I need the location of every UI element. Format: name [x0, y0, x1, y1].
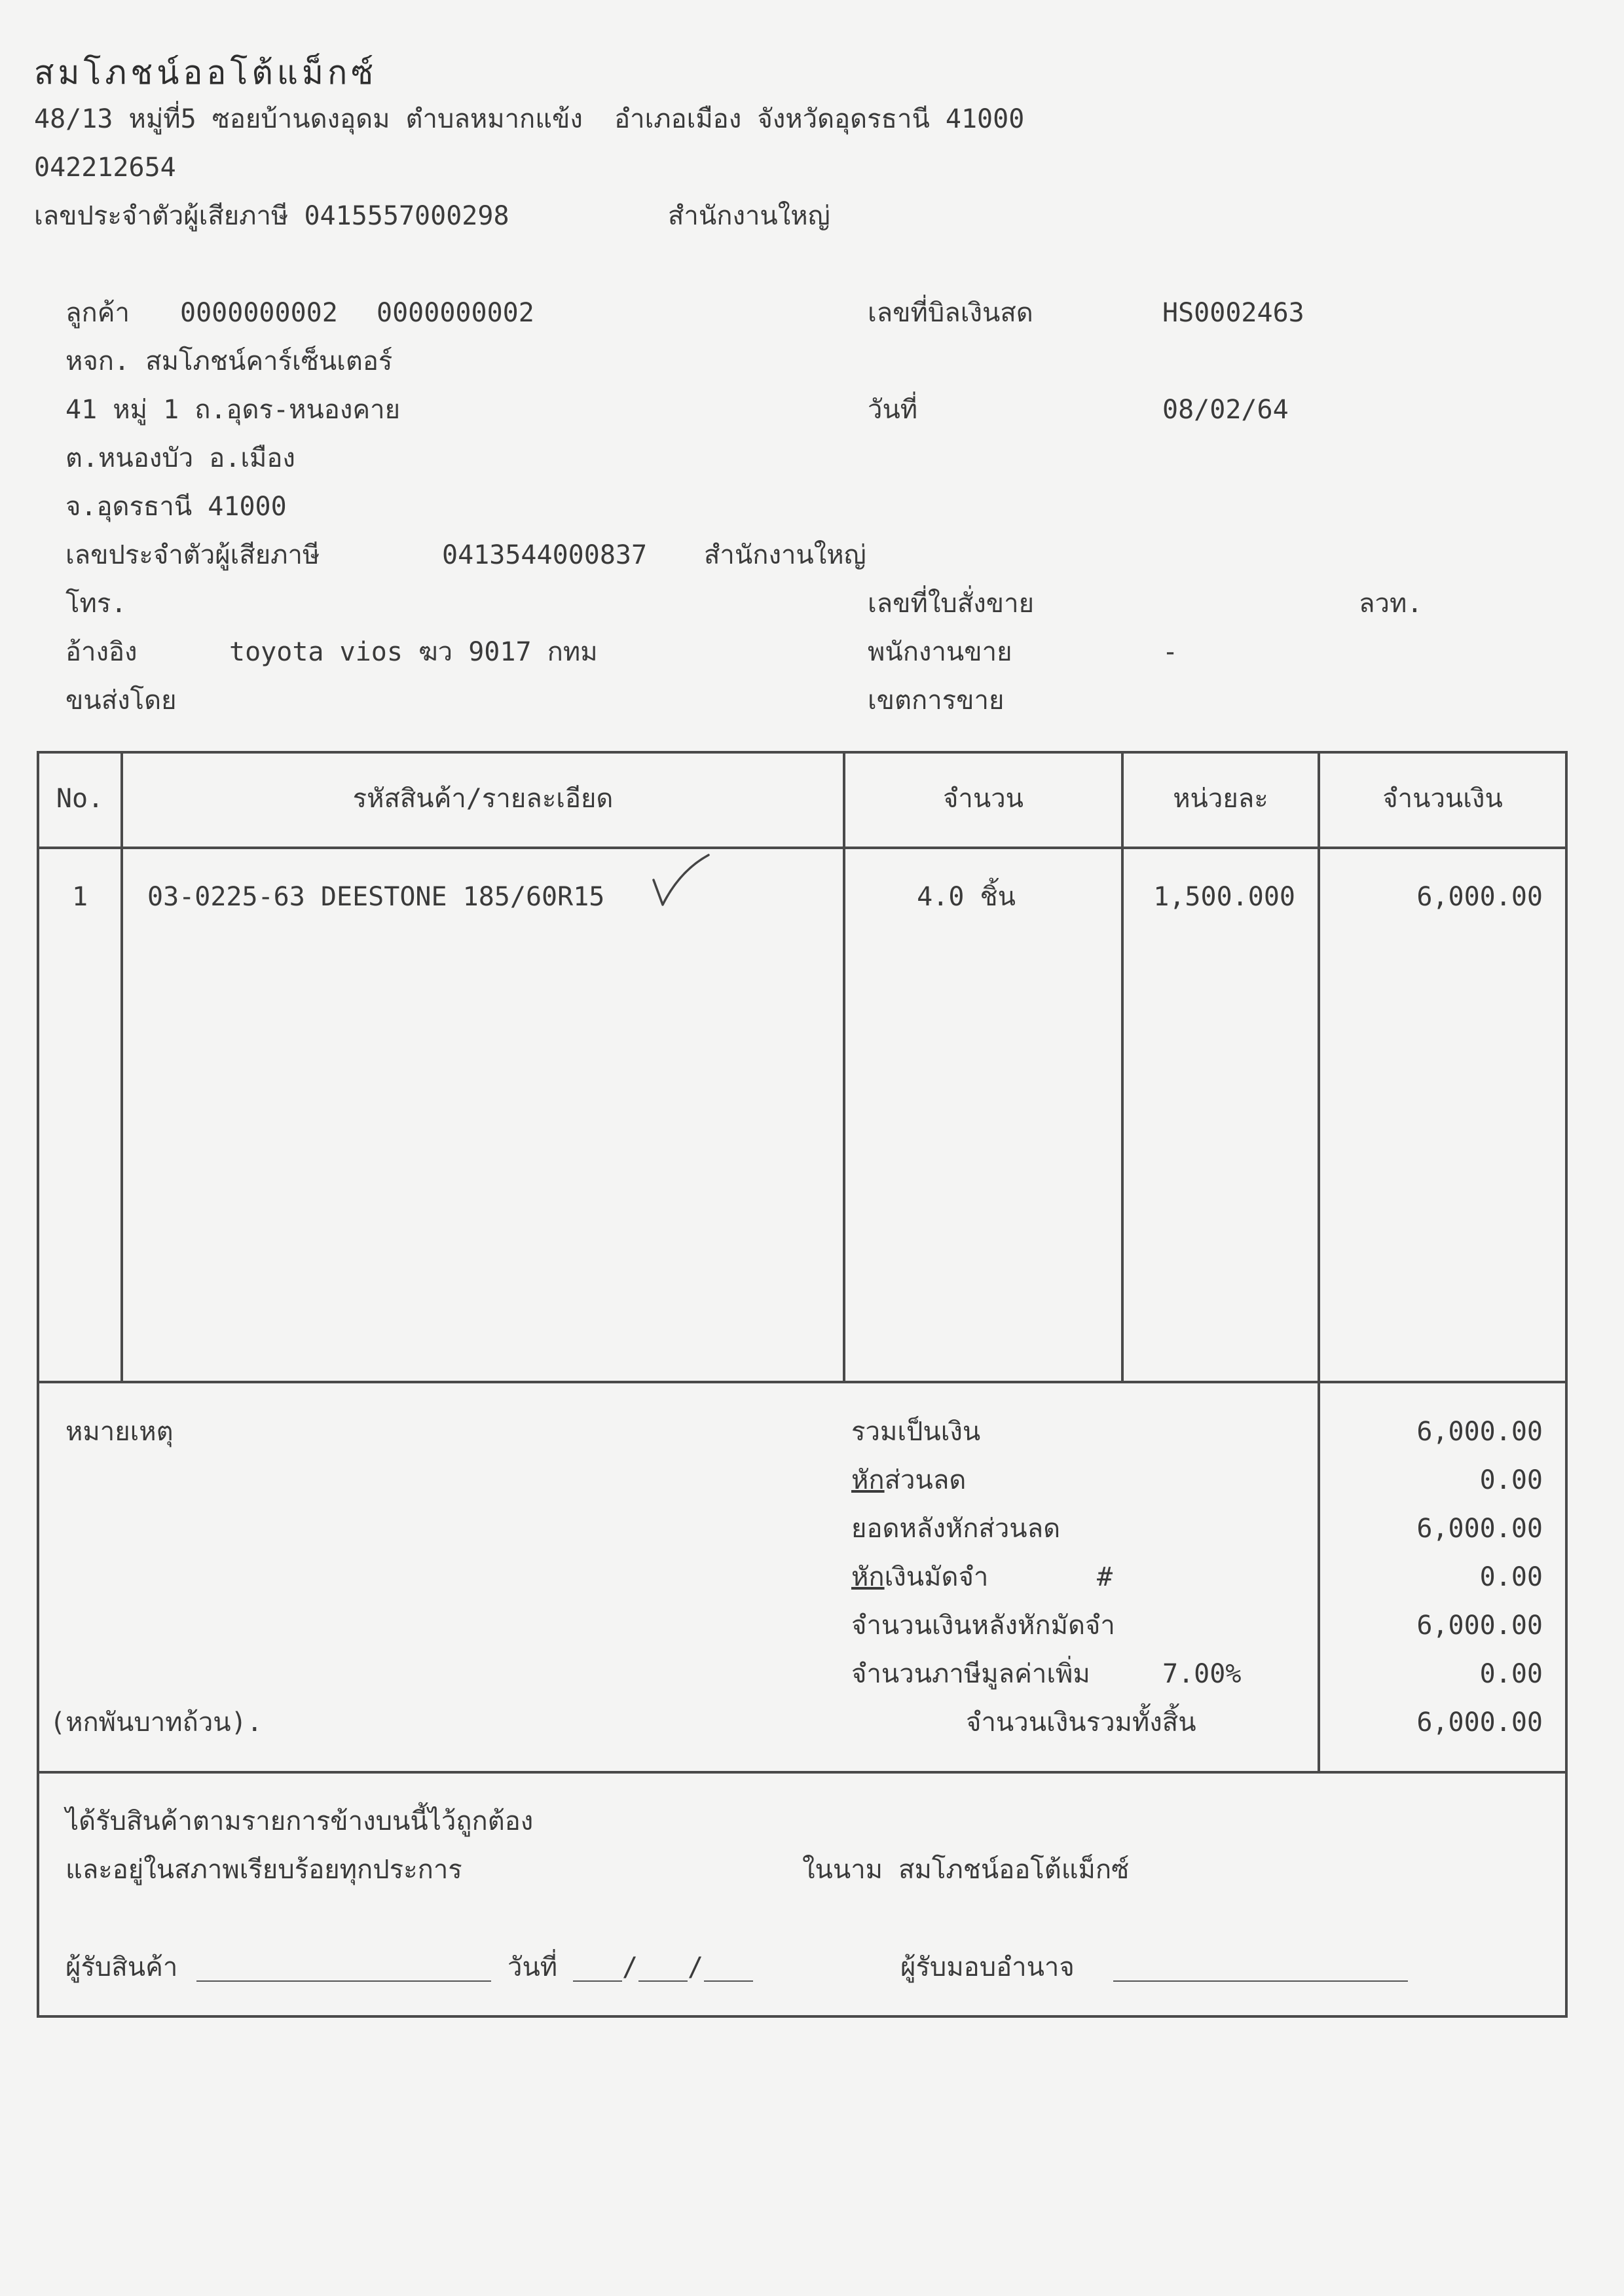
- company-address: 48/13 หมู่ที่5 ซอยบ้านดงอุดม ตำบลหมากแข้ง อำเภอเมือง จังหวัดอุดรธานี 41000: [34, 104, 1025, 134]
- after-discount-label: ยอดหลังหักส่วนลด: [851, 1514, 1061, 1544]
- vat-label: จำนวนภาษีมูลค่าเพิ่ม: [851, 1659, 1090, 1689]
- row-description: 03-0225-63 DEESTONE 185/60R15: [147, 882, 605, 912]
- total-value: 6,000.00: [1416, 1707, 1543, 1738]
- reference-value: toyota vios ฆว 9017 กทม: [229, 637, 598, 667]
- deposit-label-underlined: หัก: [851, 1562, 885, 1592]
- reference-label: อ้างอิง: [65, 637, 138, 667]
- salesperson-label: พนักงานขาย: [868, 637, 1012, 667]
- on-behalf-of: ในนาม สมโภชน์ออโต้แม็กซ์: [802, 1855, 1130, 1885]
- receiver-label: ผู้รับสินค้า: [65, 1952, 178, 1982]
- after-deposit-value: 6,000.00: [1416, 1611, 1543, 1641]
- bill-date-label: วันที่: [868, 395, 918, 425]
- after-discount-value: 6,000.00: [1416, 1514, 1543, 1544]
- salesperson-value: -: [1162, 637, 1179, 667]
- receive-date-month-line: [638, 1980, 688, 1982]
- receive-date-year-line: [704, 1980, 753, 1982]
- row-quantity: 4.0 ชิ้น: [917, 882, 1016, 912]
- shipping-label: ขนส่งโดย: [65, 685, 177, 716]
- sales-order-extra: ลวท.: [1359, 589, 1423, 619]
- date-separator: /: [688, 1952, 704, 1982]
- company-tax-id: เลขประจำตัวผู้เสียภาษี 0415557000298: [34, 201, 509, 231]
- customer-tax-id: 0413544000837: [442, 540, 648, 570]
- discount-label-underlined: หัก: [851, 1465, 885, 1495]
- header-description: รหัสสินค้า/รายละเอียด: [352, 784, 614, 814]
- column-divider: [120, 751, 123, 1383]
- customer-phone-label: โทร.: [65, 589, 127, 619]
- deposit-hash: #: [1097, 1562, 1113, 1592]
- vat-rate: 7.00%: [1162, 1659, 1242, 1689]
- customer-code-1: 0000000002: [180, 298, 338, 328]
- company-phone: 042212654: [34, 153, 176, 183]
- table-header-divider: [37, 847, 1568, 849]
- sales-area-label: เขตการขาย: [868, 685, 1005, 716]
- bill-number: HS0002463: [1162, 298, 1304, 328]
- discount-label-text: ส่วนลด: [884, 1465, 967, 1495]
- deposit-label-text: เงินมัดจำ: [884, 1562, 989, 1592]
- row-amount: 6,000.00: [1416, 882, 1543, 912]
- bill-date: 08/02/64: [1162, 395, 1289, 425]
- sales-order-label: เลขที่ใบสั่งขาย: [868, 589, 1035, 619]
- row-no: 1: [71, 882, 88, 912]
- bill-number-label: เลขที่บิลเงินสด: [868, 298, 1033, 328]
- amount-in-words: (หกพันบาทถ้วน).: [50, 1707, 263, 1738]
- header-amount: จำนวนเงิน: [1382, 784, 1503, 814]
- receive-date-label: วันที่: [507, 1952, 558, 1982]
- receive-date-day-line: [573, 1980, 622, 1982]
- column-divider: [1318, 751, 1320, 1383]
- customer-branch: สำนักงานใหญ่: [704, 540, 866, 570]
- discount-value: 0.00: [1479, 1465, 1543, 1495]
- total-label: จำนวนเงินรวมทั้งสิ้น: [966, 1707, 1196, 1738]
- authorized-signature-line: [1113, 1980, 1408, 1982]
- authorized-label: ผู้รับมอบอำนาจ: [900, 1952, 1075, 1982]
- vat-value: 0.00: [1479, 1659, 1543, 1689]
- row-unit-price: 1,500.000: [1153, 882, 1295, 912]
- company-name: สมโภชน์ออโต้แม็กซ์: [34, 54, 378, 92]
- column-divider: [843, 751, 845, 1383]
- after-deposit-label: จำนวนเงินหลังหักมัดจำ: [851, 1611, 1115, 1641]
- header-quantity: จำนวน: [942, 784, 1024, 814]
- subtotal-value: 6,000.00: [1416, 1417, 1543, 1447]
- remark-label: หมายเหตุ: [65, 1417, 174, 1447]
- customer-label: ลูกค้า: [65, 298, 130, 328]
- receiver-signature-line: [196, 1980, 491, 1982]
- header-no: No.: [56, 784, 104, 814]
- customer-address-3: จ.อุดรธานี 41000: [65, 492, 287, 522]
- customer-address-2: ต.หนองบัว อ.เมือง: [65, 443, 295, 473]
- customer-tax-label: เลขประจำตัวผู้เสียภาษี: [65, 540, 320, 570]
- company-branch: สำนักงานใหญ่: [668, 201, 830, 231]
- discount-label: [851, 1465, 966, 1496]
- customer-name: หจก. สมโภชน์คาร์เซ็นเตอร์: [65, 346, 393, 376]
- checkmark-icon: [648, 851, 714, 910]
- received-statement-1: ได้รับสินค้าตามรายการข้างบนนี้ไว้ถูกต้อง: [65, 1806, 534, 1836]
- customer-address-1: 41 หมู่ 1 ถ.อุดร-หนองคาย: [65, 395, 401, 425]
- column-divider: [1121, 751, 1124, 1383]
- header-unit-price: หน่วยละ: [1173, 784, 1268, 814]
- customer-code-2: 0000000002: [377, 298, 534, 328]
- deposit-value: 0.00: [1479, 1562, 1543, 1592]
- date-separator: /: [622, 1952, 638, 1982]
- received-statement-2: และอยู่ในสภาพเรียบร้อยทุกประการ: [65, 1855, 462, 1885]
- deposit-label: [851, 1561, 988, 1593]
- subtotal-label: รวมเป็นเงิน: [851, 1417, 981, 1447]
- items-table: [37, 751, 1568, 1383]
